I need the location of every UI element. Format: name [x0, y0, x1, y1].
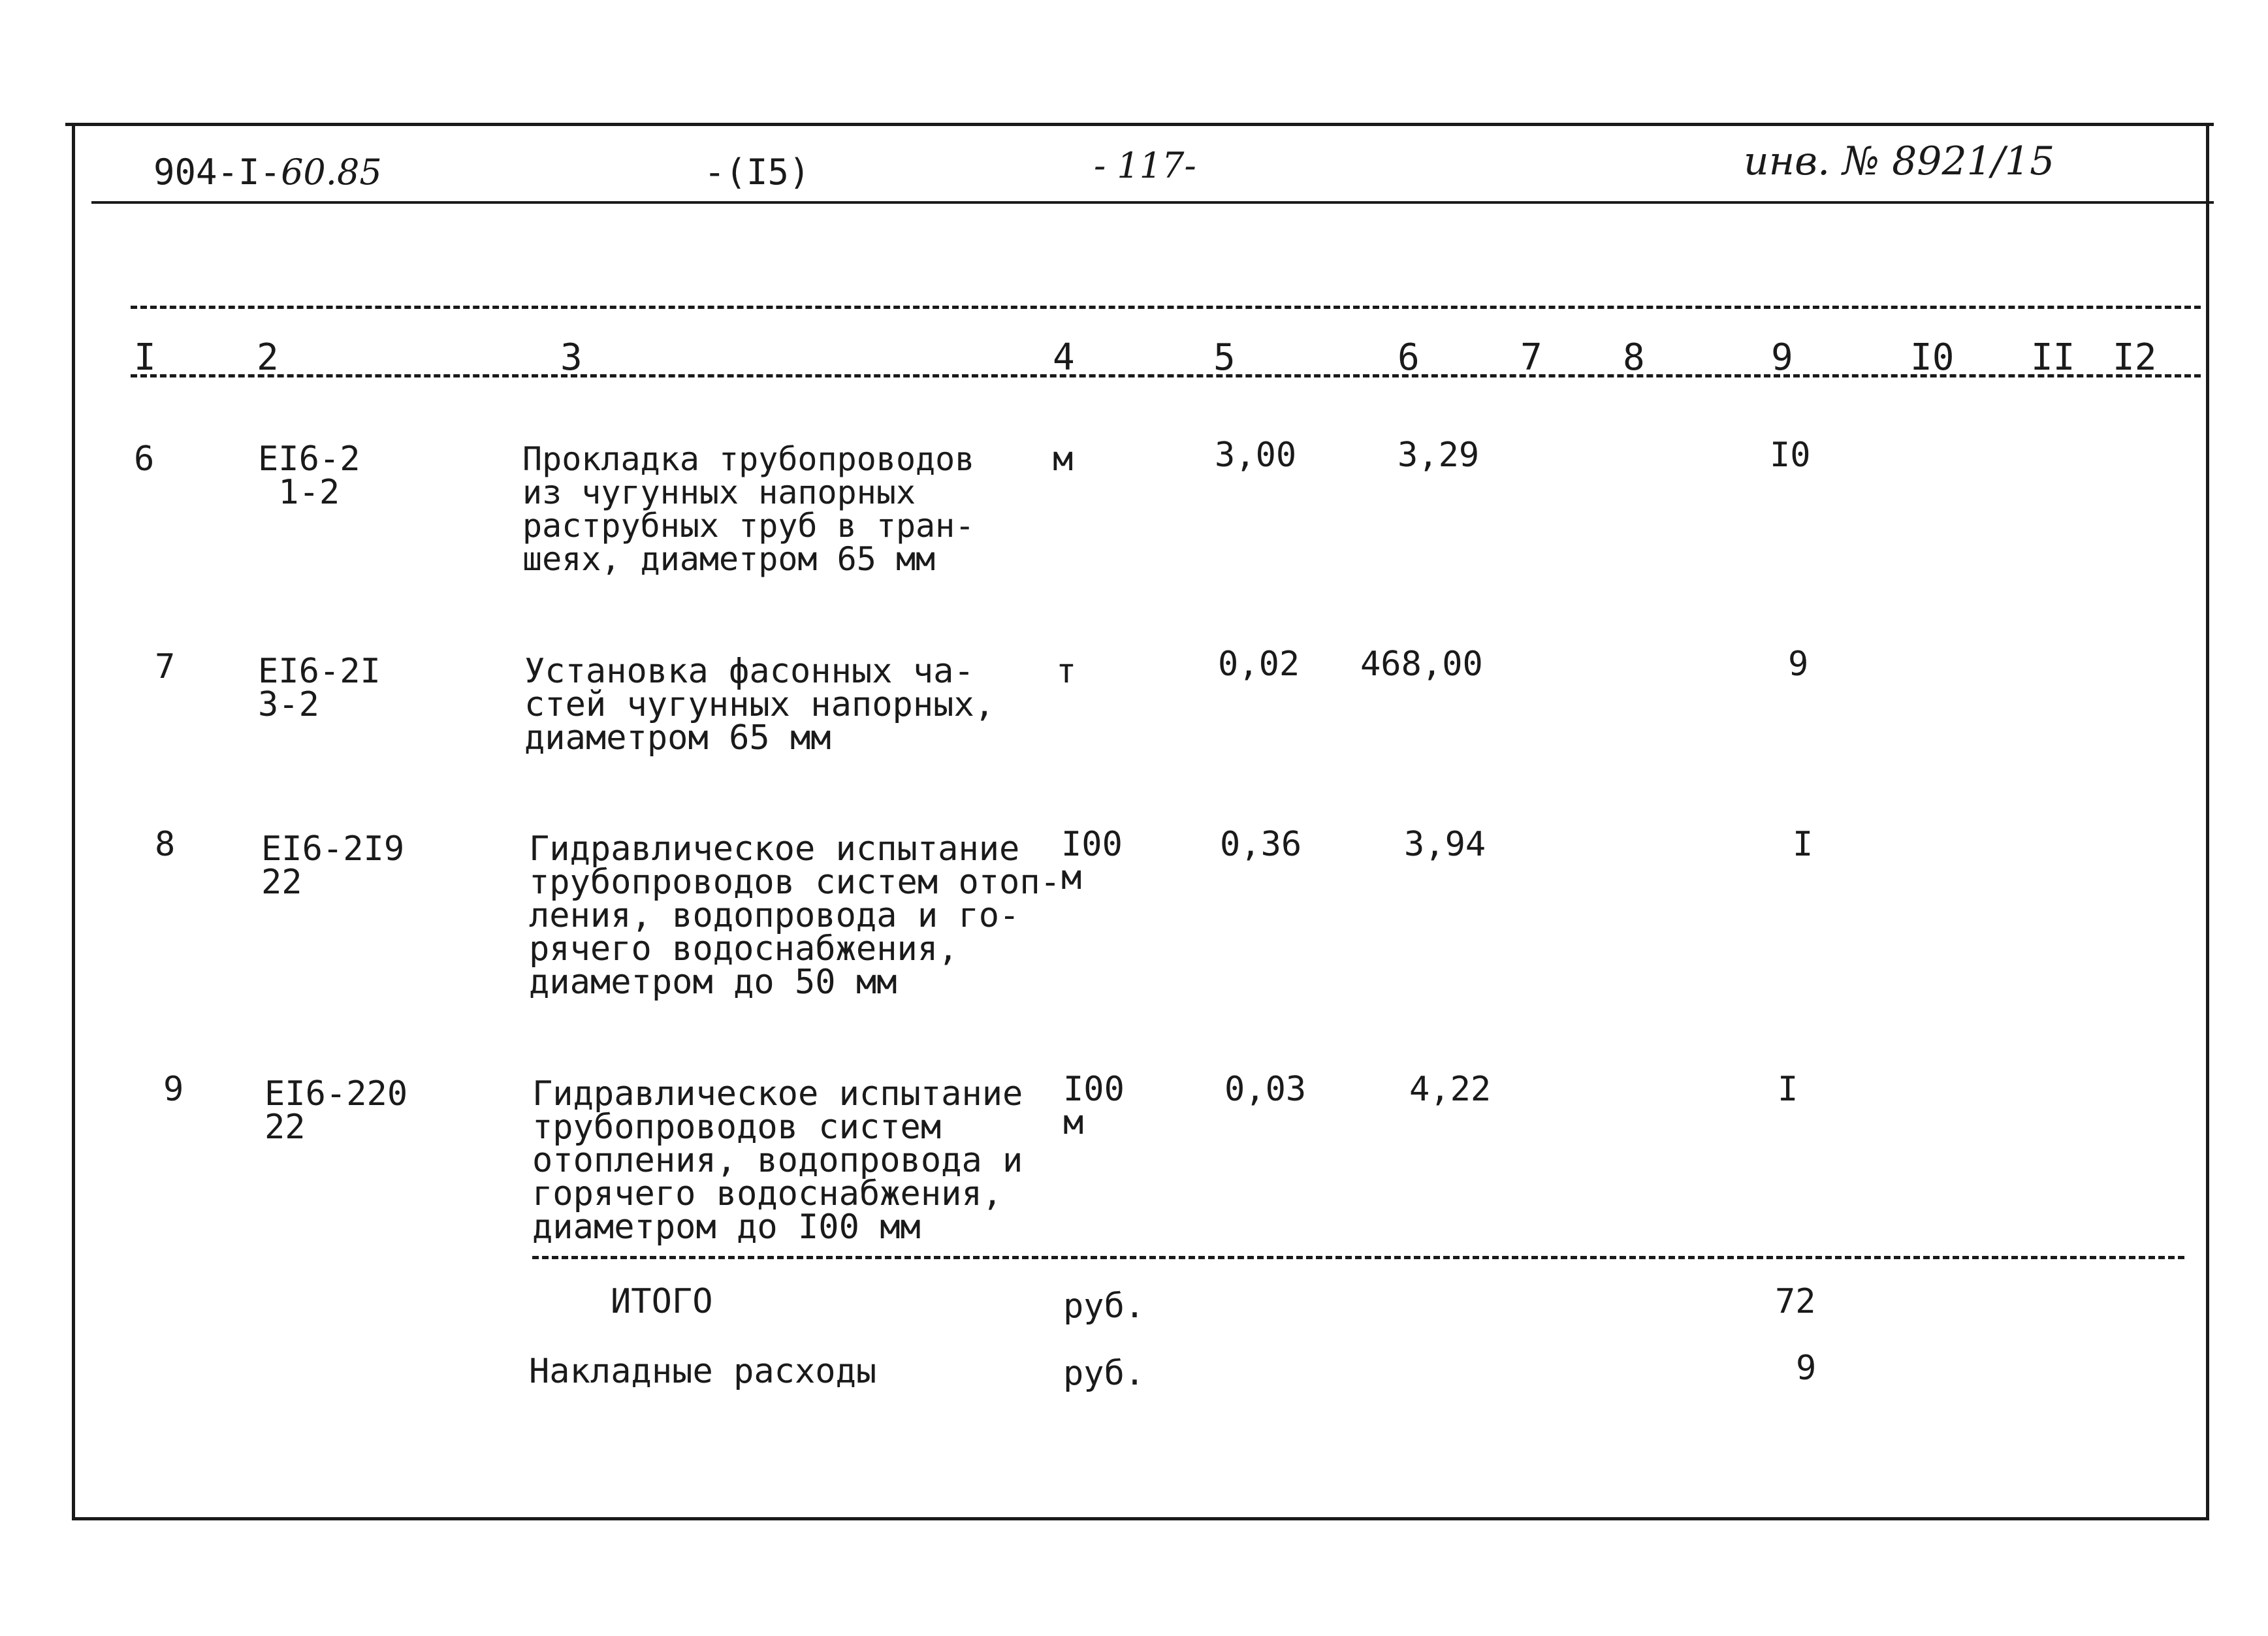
section-number: -(I5)	[704, 152, 810, 193]
columns-top-dashed-line	[131, 306, 2201, 309]
summary-value: 72	[1775, 1282, 1816, 1321]
row-code: EI6-2I9 22	[261, 829, 405, 902]
summary-unit: руб.	[1063, 1287, 1145, 1326]
page-number: - 117-	[1094, 145, 1196, 186]
inventory-label: инв. №	[1744, 138, 1880, 184]
row-total: I0	[1770, 436, 1811, 475]
inventory-stamp	[1744, 138, 2054, 184]
row-unit-price: 4,22	[1409, 1070, 1492, 1109]
column-number-2: 2	[257, 336, 279, 379]
row-quantity: 3,00	[1215, 436, 1297, 475]
frame-top-border	[65, 123, 2214, 126]
row-unit-price: 3,29	[1398, 436, 1480, 475]
row-number: 6	[134, 440, 155, 479]
column-number-8: 8	[1623, 336, 1645, 379]
row-unit-price: 3,94	[1404, 825, 1486, 864]
row-number: 9	[163, 1070, 184, 1109]
row-unit: I00 м	[1061, 825, 1123, 897]
column-number-12: I2	[2113, 336, 2157, 379]
summary-label: Накладные расходы	[529, 1352, 877, 1391]
summary-unit: руб.	[1063, 1354, 1145, 1393]
row-quantity: 0,36	[1220, 825, 1302, 864]
column-number-5: 5	[1213, 336, 1236, 379]
row-code: EI6-2I 3-2	[258, 652, 381, 724]
row-total: I	[1793, 825, 1813, 864]
frame-header-rule	[91, 201, 2214, 204]
column-number-6: 6	[1398, 336, 1420, 379]
row-unit: т	[1056, 652, 1077, 691]
row-code: EI6-220 22	[264, 1074, 408, 1147]
column-number-3: 3	[560, 336, 583, 379]
row-description: Гидравлическое испытание трубопроводов систем отоп- ления, водопровода и го- рячего водоснабжения, диаметром до 50 мм	[529, 829, 1061, 1002]
row-total: I	[1778, 1070, 1798, 1109]
summary-value: 9	[1796, 1349, 1817, 1388]
frame-bottom-border	[72, 1517, 2209, 1520]
document-code-prefix: 904-I-	[153, 152, 281, 193]
column-number-4: 4	[1053, 336, 1075, 379]
row-description: Гидравлическое испытание трубопроводов систем отопления, водопровода и горячего водоснабжения, диаметром до I00 мм	[532, 1074, 1023, 1247]
row-quantity: 0,02	[1218, 645, 1300, 684]
row-total: 9	[1788, 645, 1809, 684]
columns-bottom-dashed-line	[131, 374, 2201, 377]
row-unit-price: 468,00	[1360, 645, 1483, 684]
frame-left-border	[72, 123, 75, 1520]
row-quantity: 0,03	[1224, 1070, 1307, 1109]
column-number-9: 9	[1771, 336, 1793, 379]
row-code: EI6-2 1-2	[258, 440, 360, 512]
row-number: 7	[155, 647, 176, 686]
frame-right-border	[2206, 123, 2209, 1520]
row-unit: I00 м	[1063, 1070, 1125, 1142]
column-number-11: II	[2031, 336, 2075, 379]
inventory-number: 8921/15	[1892, 138, 2055, 184]
row-unit: м	[1053, 440, 1074, 479]
summary-label: ИТОГО	[611, 1282, 713, 1321]
column-number-10: I0	[1910, 336, 1955, 379]
column-number-1: I	[134, 336, 156, 379]
document-code-handwritten: 60.85	[281, 152, 382, 193]
document-code	[153, 152, 382, 193]
row-number: 8	[155, 825, 176, 864]
row-description: Прокладка трубопроводов из чугунных напорных раструбных труб в тран- шеях, диаметром 65 мм	[522, 440, 975, 578]
summary-dashed-line	[532, 1256, 2184, 1259]
column-number-7: 7	[1520, 336, 1542, 379]
row-description: Установка фасонных ча- стей чугунных напорных, диаметром 65 мм	[524, 652, 995, 758]
